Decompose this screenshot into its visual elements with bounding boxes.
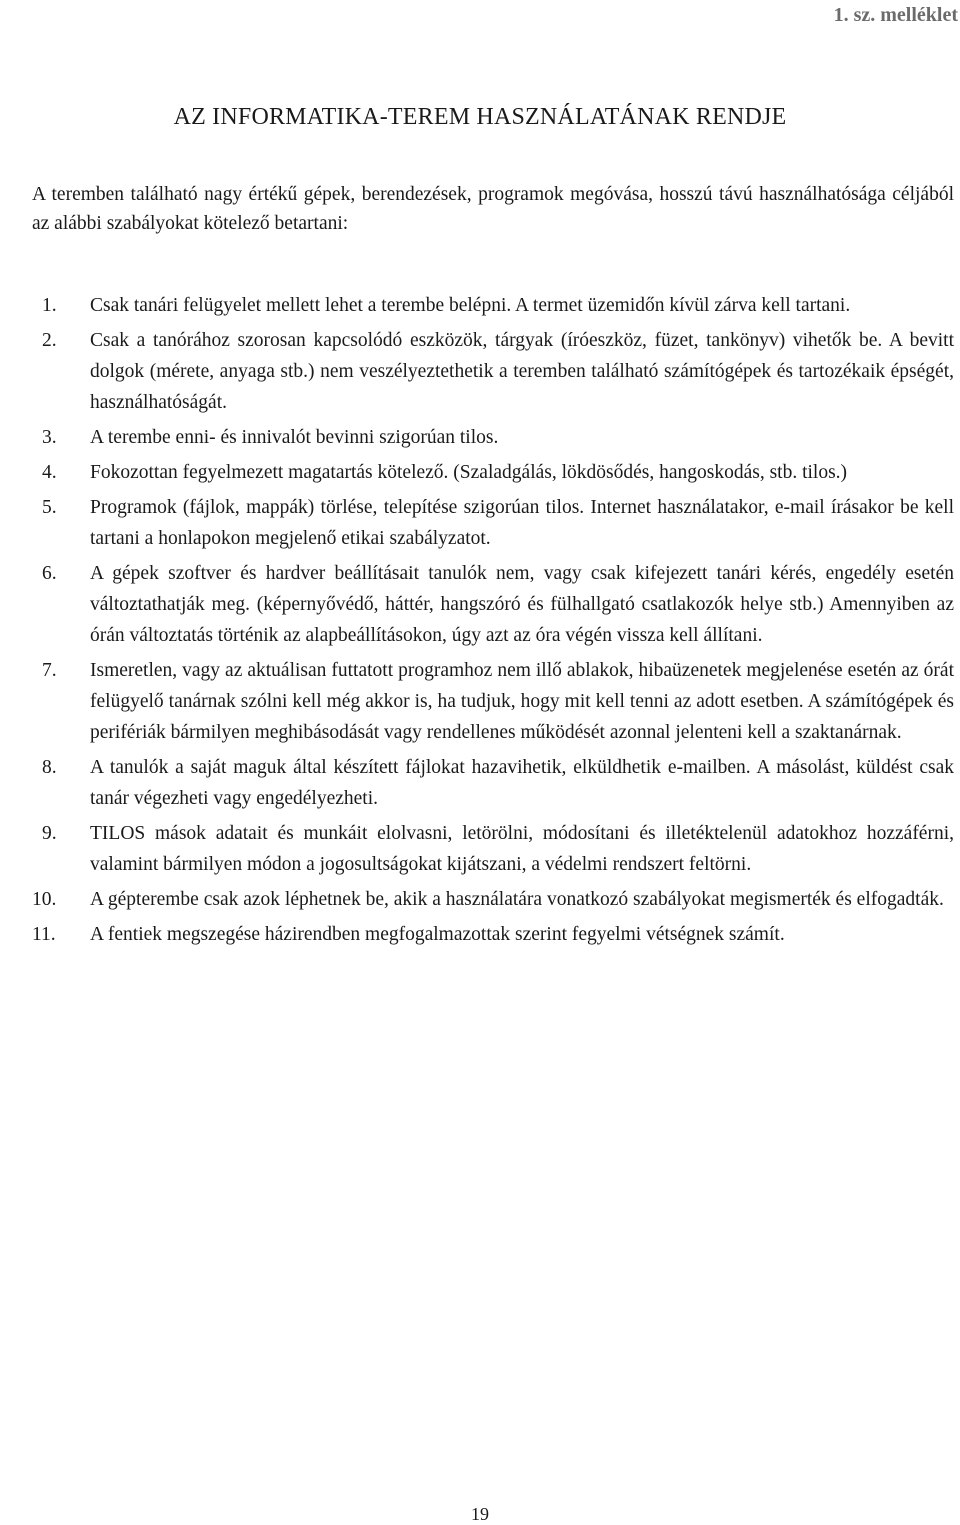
rule-item-11 <box>32 919 954 950</box>
page-number: 19 <box>471 1504 489 1524</box>
rule-text: Programok (fájlok, mappák) törlése, telepítése szigorúan tilos. Internet használatakor, e-mail írásakor be kell tartani a honlapokon megjelenő etikai szabályzatot. <box>90 497 954 549</box>
rule-text: TILOS mások adatait és munkáit elolvasni, letörölni, módosítani és illetéktelenül adatokhoz hozzáférni, valamint bármilyen módon a jogosultságokat kijátszani, a védelmi rendszert feltörni. <box>90 823 954 875</box>
rule-number: 2. <box>42 330 57 351</box>
rule-item-9 <box>32 818 954 880</box>
rule-item-2 <box>32 325 954 418</box>
rule-text: A gépterembe csak azok léphetnek be, akik a használatára vonatkozó szabályokat megismerték és elfogadták. <box>90 889 944 910</box>
rule-text: A gépek szoftver és hardver beállításait tanulók nem, vagy csak kifejezett tanári kérés, engedély esetén változtathatják meg. (képernyővédő, háttér, hangszóró és fülhallgató csatlakozók helye stb.) Amennyiben az órán változtatás történik az alapbeállításokon, úgy azt az óra végén vissza kell állítani. <box>90 563 954 646</box>
rule-item-8 <box>32 752 954 814</box>
rule-text: A tanulók a saját maguk által készített fájlokat hazavihetik, elküldhetik e-mailben. A másolást, küldést csak tanár végezheti vagy engedélyezheti. <box>90 757 954 809</box>
rule-text: A terembe enni- és innivalót bevinni szigorúan tilos. <box>90 427 499 448</box>
document-title: AZ INFORMATIKA-TEREM HASZNÁLATÁNAK RENDJE <box>173 104 787 130</box>
rule-item-10 <box>32 884 954 915</box>
rule-number: 4. <box>42 462 57 483</box>
rule-text: Ismeretlen, vagy az aktuálisan futtatott programhoz nem illő ablakok, hibaüzenetek megjelenése esetén az órát felügyelő tanárnak szólni kell még akkor is, ha tudjuk, hogy mit kell tenni az adott esetben. A számítógépek és perifériák bármilyen meghibásodását vagy rendellenes működését azonnal jelenteni kell a szaktanárnak. <box>90 660 954 743</box>
rule-text: A fentiek megszegése házirendben megfogalmazottak szerint fegyelmi vétségnek számít. <box>90 924 785 945</box>
annex-label: 1. sz. melléklet <box>833 4 958 26</box>
rule-item-3 <box>32 422 954 453</box>
rule-number: 7. <box>42 660 57 681</box>
rule-text: Csak tanári felügyelet mellett lehet a terembe belépni. A termet üzemidőn kívül zárva kell tartani. <box>90 295 851 316</box>
rule-text: Csak a tanórához szorosan kapcsolódó eszközök, tárgyak (íróeszköz, füzet, tankönyv) vihetők be. A bevitt dolgok (mérete, anyaga stb.) nem veszélyeztethetik a teremben található számítógépek és tartozékaik épségét, használhatóságát. <box>90 330 954 413</box>
rule-item-1 <box>32 290 954 321</box>
rule-number: 6. <box>42 563 57 584</box>
intro-paragraph: A teremben található nagy értékű gépek, berendezések, programok megóvása, hosszú távú használhatósága céljából az alábbi szabályokat kötelező betartani: <box>32 184 954 234</box>
rule-item-5 <box>32 492 954 554</box>
rule-item-4 <box>32 457 954 488</box>
rule-number: 8. <box>42 757 57 778</box>
rule-item-6 <box>32 558 954 651</box>
rule-number: 10. <box>32 889 57 910</box>
rule-number: 5. <box>42 497 57 518</box>
rule-item-7 <box>32 655 954 748</box>
rule-number: 11. <box>32 924 56 945</box>
rule-number: 1. <box>42 295 57 316</box>
rule-number: 3. <box>42 427 57 448</box>
rule-text: Fokozottan fegyelmezett magatartás kötelező. (Szaladgálás, lökdösődés, hangoskodás, stb. tilos.) <box>90 462 848 483</box>
rules-list <box>32 290 954 954</box>
rule-number: 9. <box>42 823 57 844</box>
